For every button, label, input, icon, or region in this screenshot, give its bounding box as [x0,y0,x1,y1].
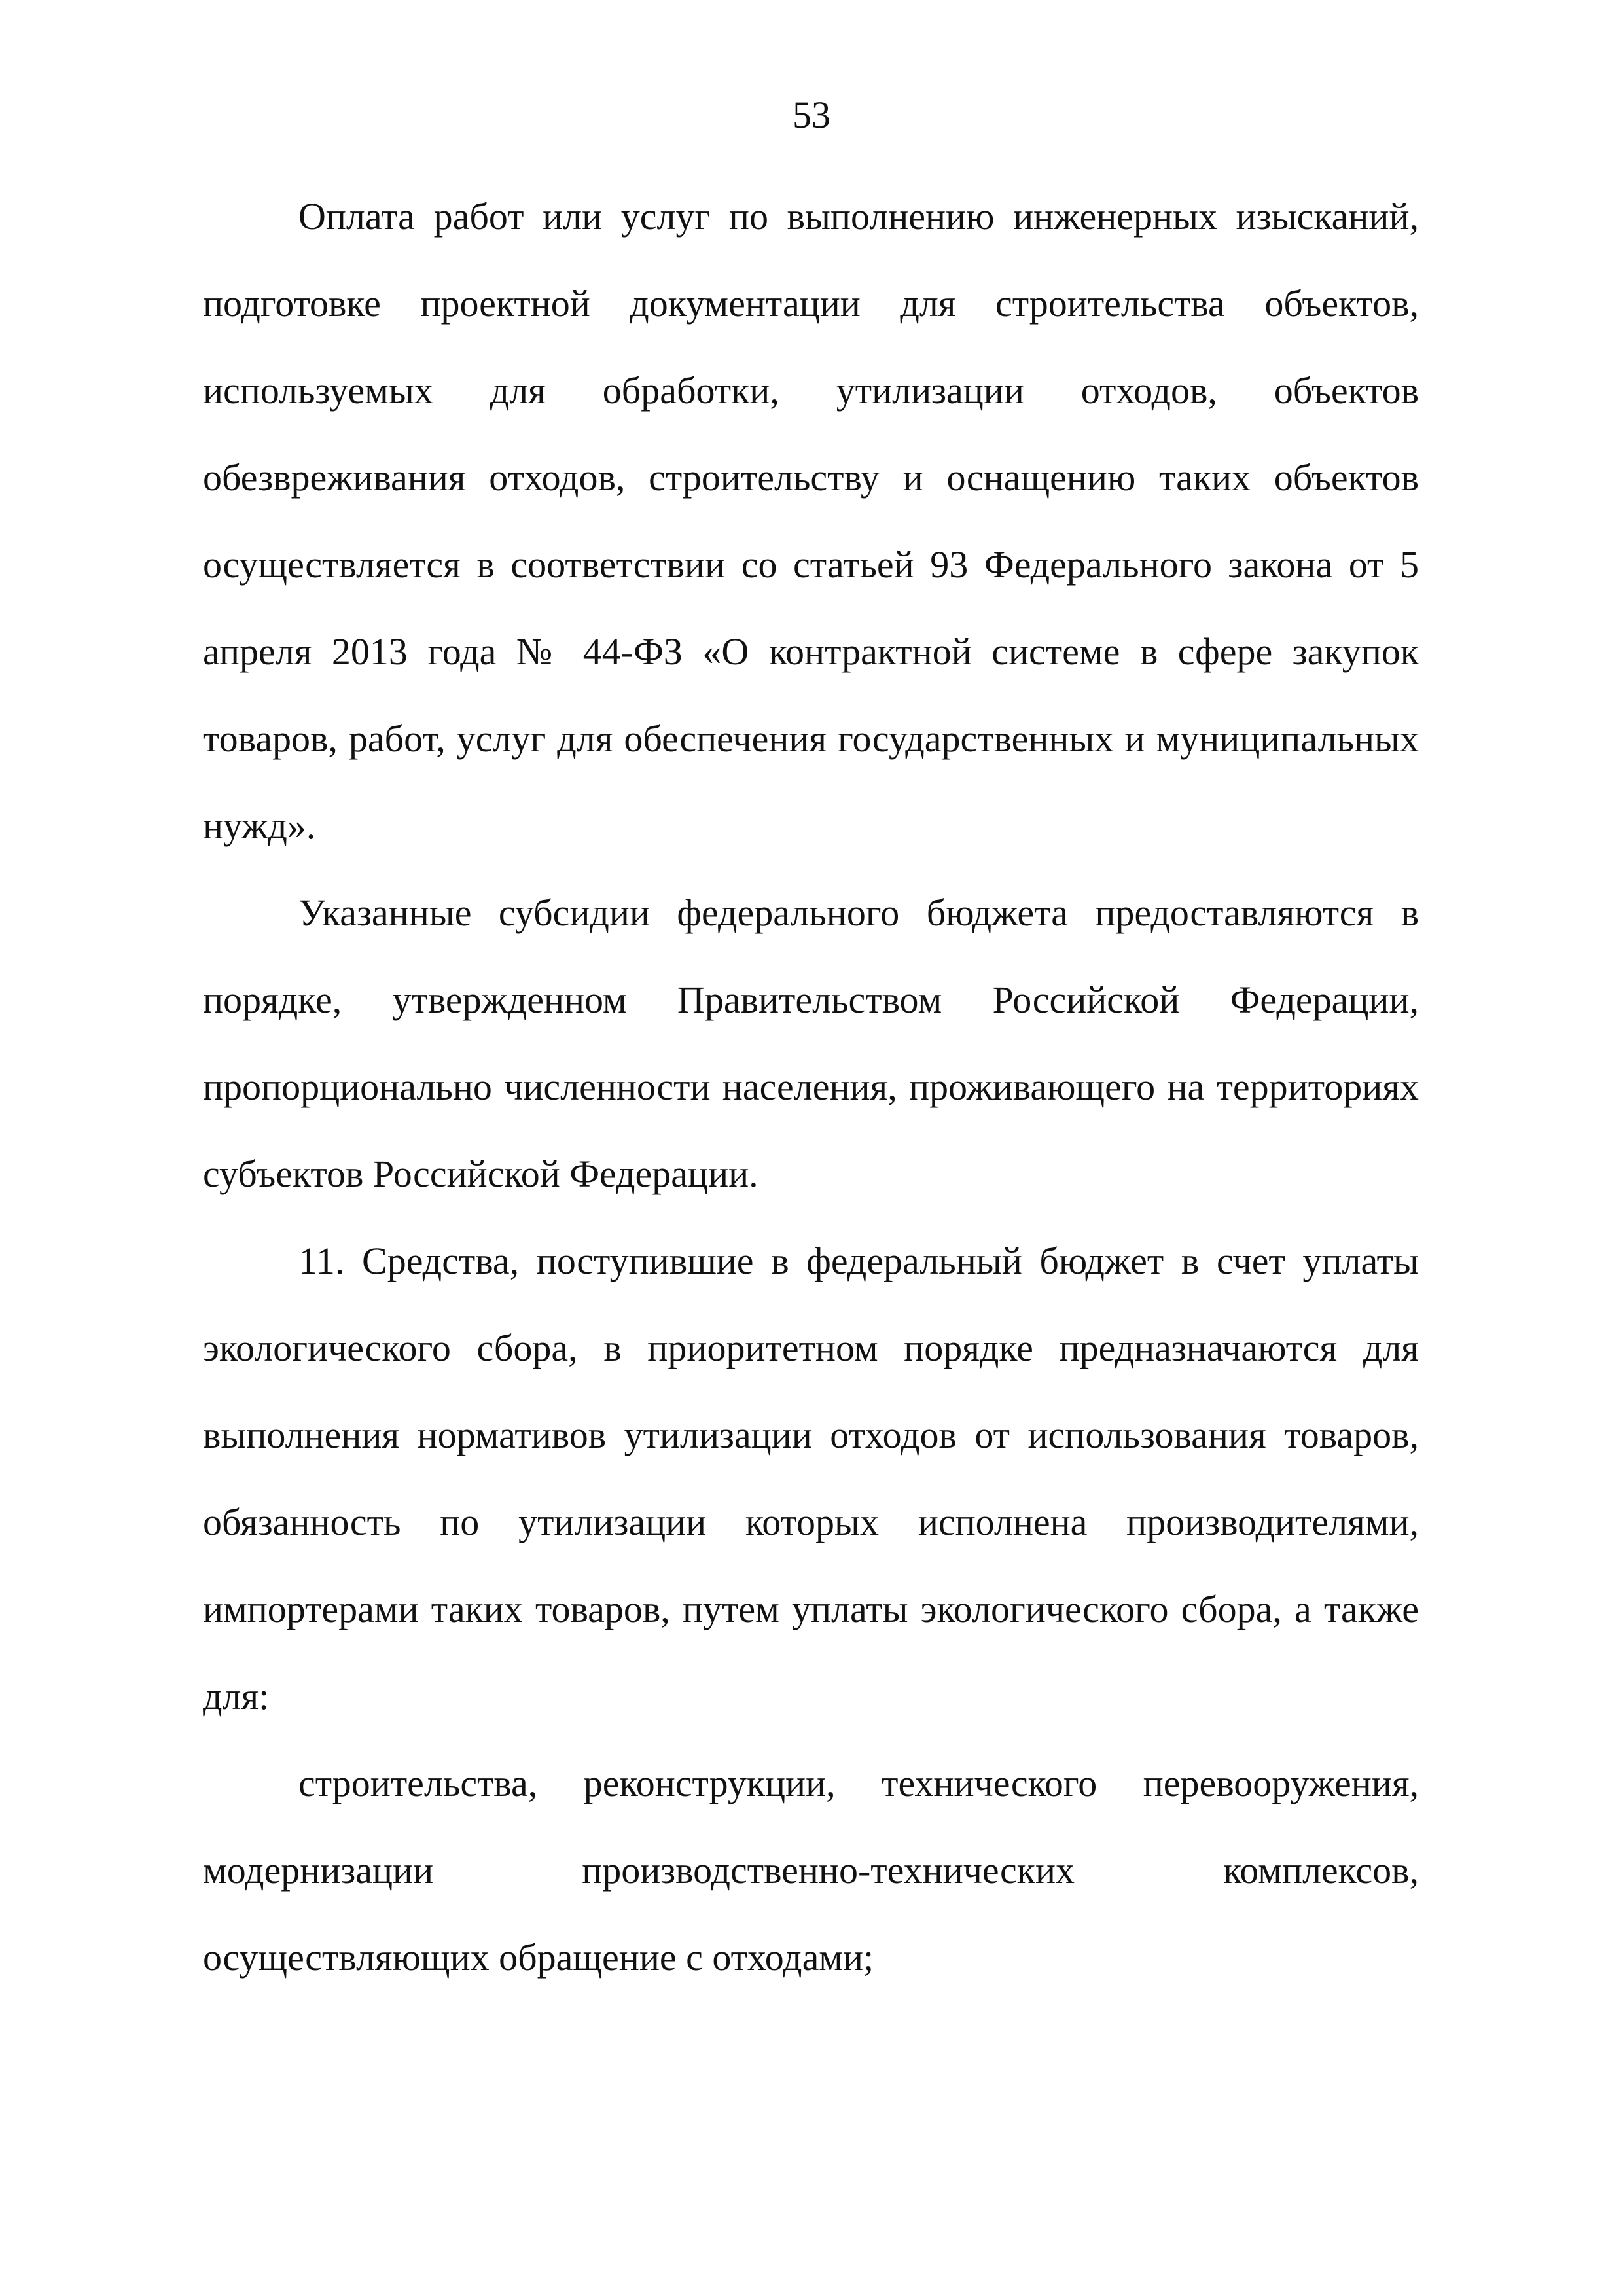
paragraph-3-line-2: экологического сбора, в приоритетном порядке предназначаются для [203,1327,1419,1369]
paragraph-1-line-1: Оплата работ или услуг по выполнению инженерных изысканий, [298,195,1419,238]
paragraph-1-line-3: используемых для обработки, утилизации отходов, объектов [203,369,1419,412]
paragraph-3-line-5: импортерами таких товаров, путем уплаты экологического сбора, а также [203,1588,1419,1630]
paragraph-4-line-2: модернизации производственно-технических комплексов, [203,1849,1419,1892]
paragraph-3-line-1: 11. Средства, поступившие в федеральный бюджет в счет уплаты [298,1240,1419,1282]
paragraph-2-line-1: Указанные субсидии федерального бюджета предоставляются в [298,891,1419,934]
paragraph-1-line-4: обезвреживания отходов, строительству и оснащению таких объектов [203,456,1419,499]
paragraph-2-line-4: субъектов Российской Федерации. [203,1153,758,1195]
paragraph-1-line-8: нужд». [203,804,316,847]
paragraph-1-line-2: подготовке проектной документации для строительства объектов, [203,282,1419,325]
paragraph-2-line-2: порядке, утвержденном Правительством Российской Федерации, [203,978,1419,1021]
paragraph-2-line-3: пропорционально численности населения, проживающего на территориях [203,1066,1419,1108]
paragraph-1-line-7: товаров, работ, услуг для обеспечения государственных и муниципальных [203,717,1419,760]
page-number: 53 [793,94,830,136]
paragraph-1-line-5: осуществляется в соответствии со статьей 93 Федерального закона от 5 [203,543,1419,586]
paragraph-4-line-3: осуществляющих обращение с отходами; [203,1936,874,1979]
paragraph-3-line-6: для: [203,1675,270,1717]
paragraph-3-line-4: обязанность по утилизации которых исполнена производителями, [203,1501,1419,1543]
paragraph-4-line-1: строительства, реконструкции, технического перевооружения, [298,1762,1419,1804]
paragraph-1-line-6: апреля 2013 года № 44-ФЗ «О контрактной системе в сфере закупок [203,630,1419,673]
paragraph-3-line-3: выполнения нормативов утилизации отходов от использования товаров, [203,1414,1419,1456]
